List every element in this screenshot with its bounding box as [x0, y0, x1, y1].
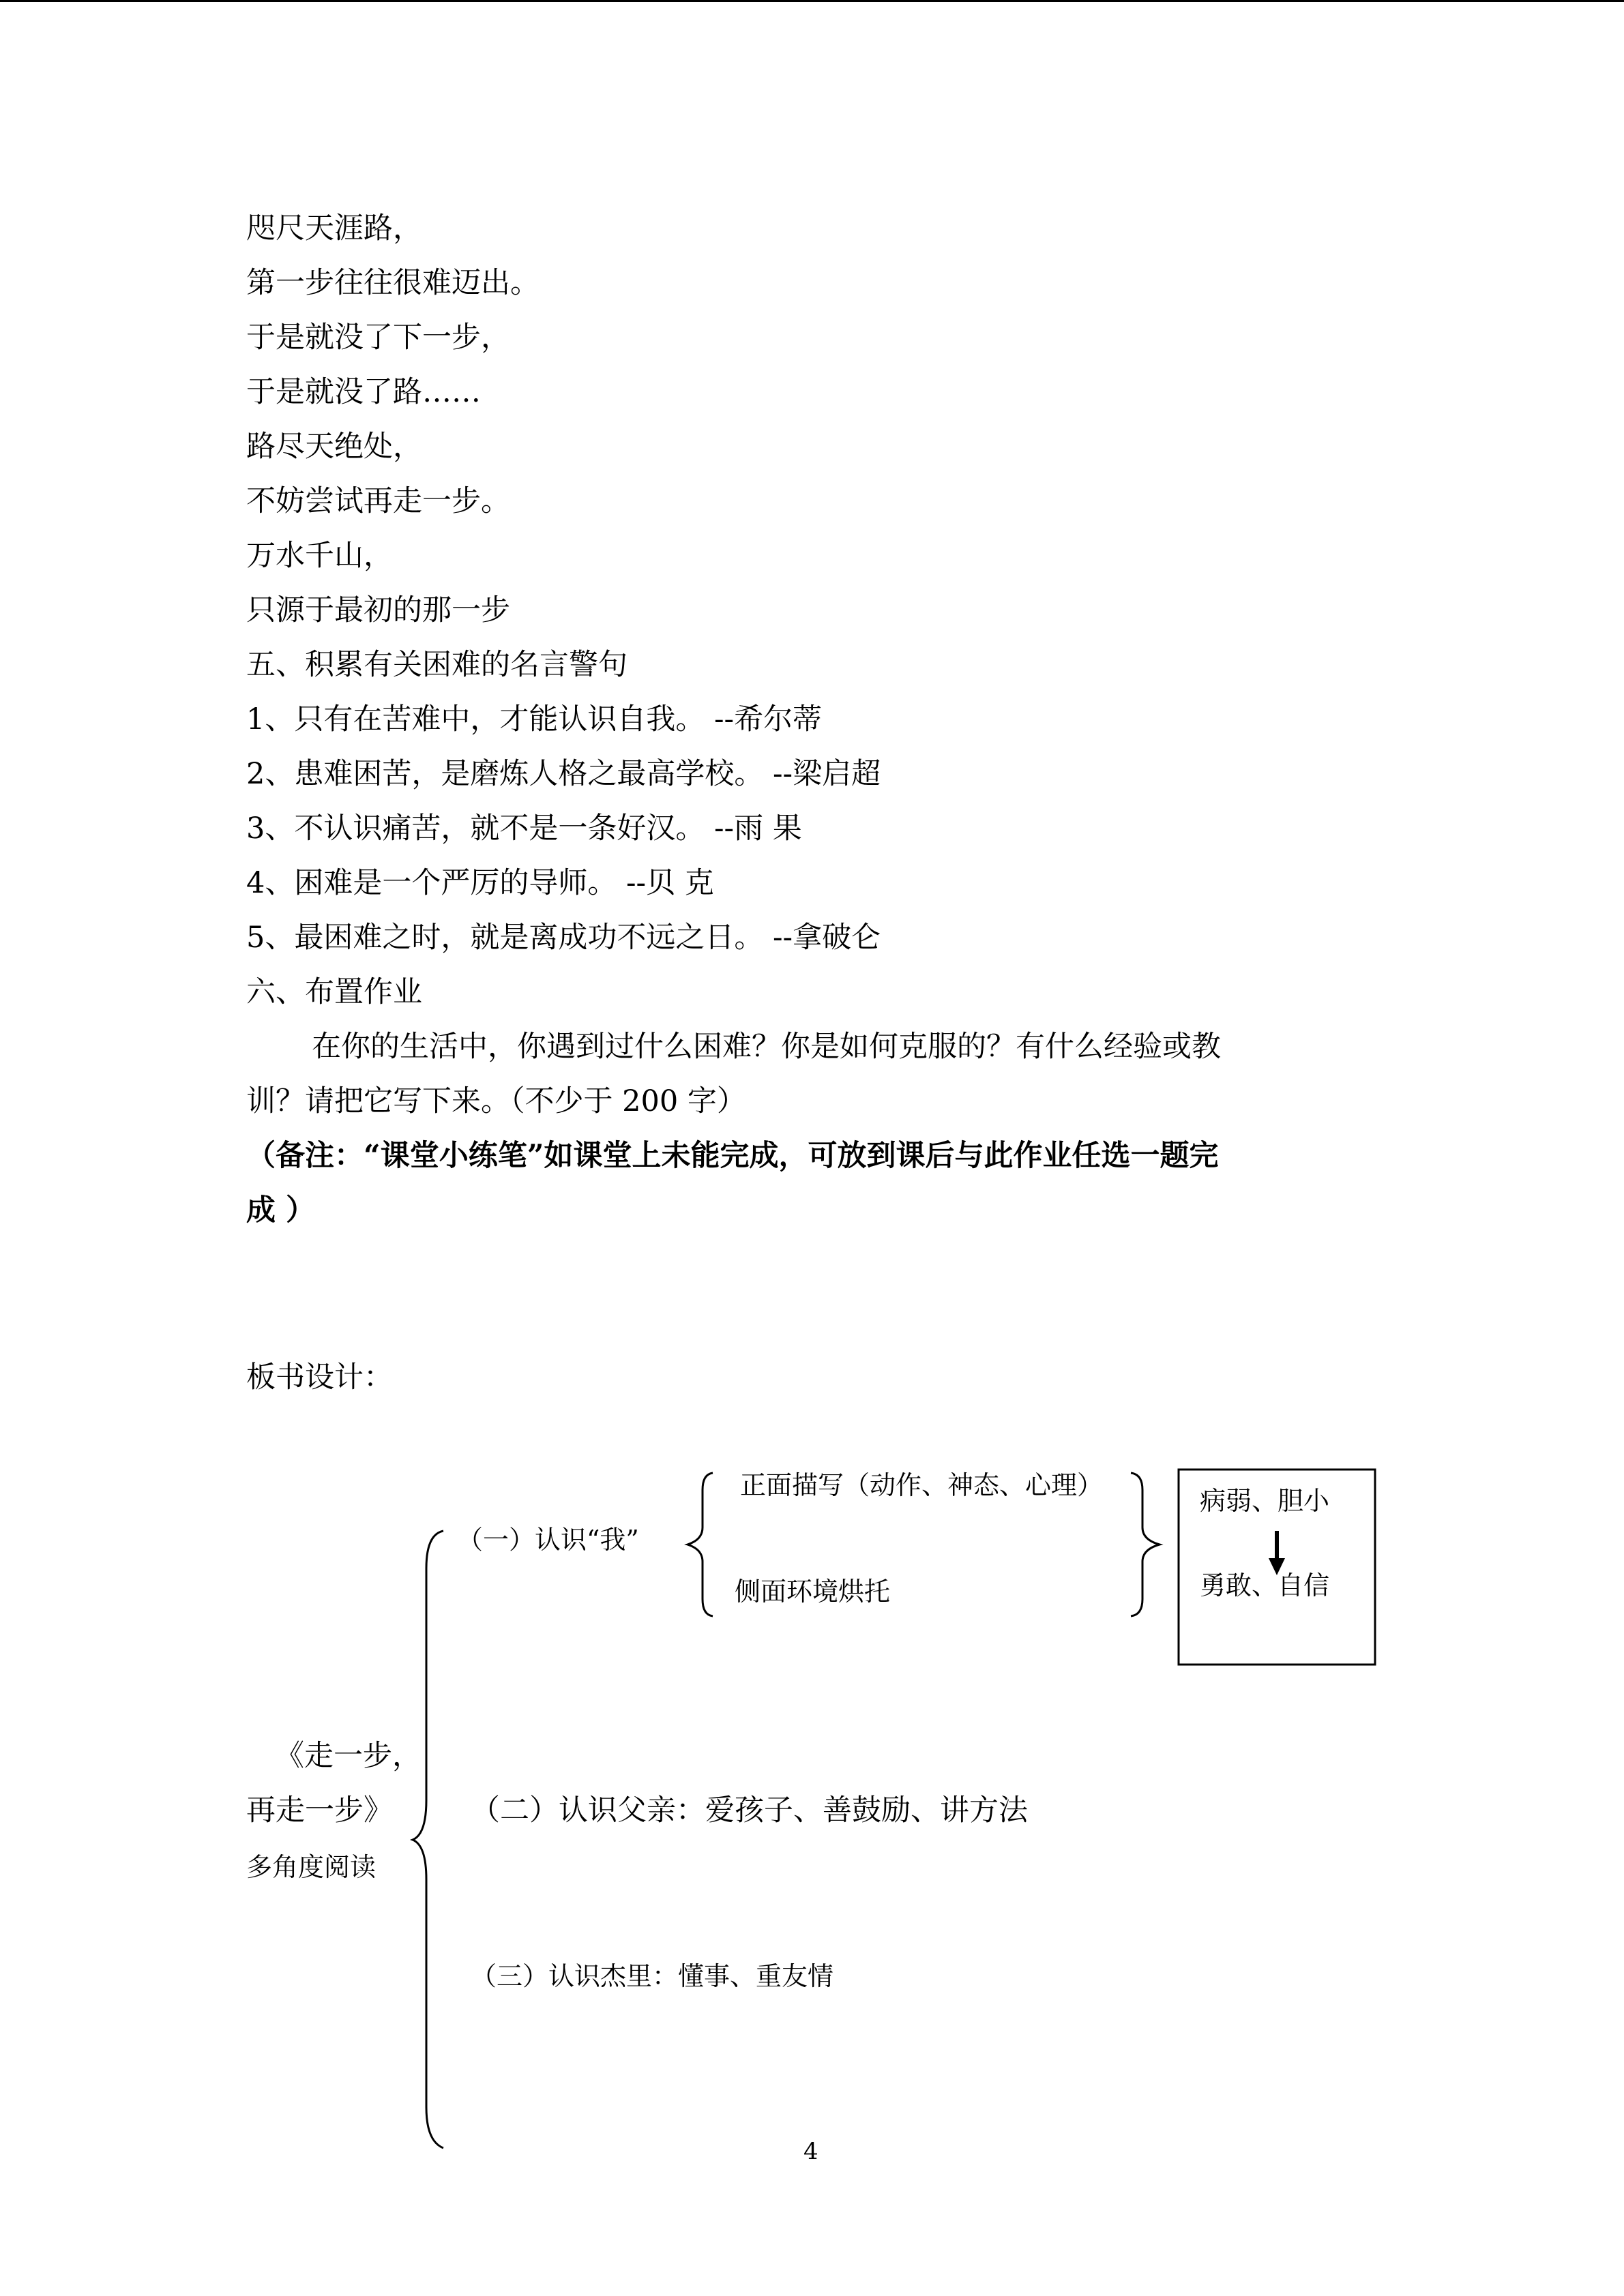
section5-heading: 五、积累有关困难的名言警句: [246, 648, 628, 682]
quote-item: 1、只有在苦难中，才能认识自我。 --希尔蒂: [246, 702, 823, 736]
poem-line: 不妨尝试再走一步。: [246, 484, 510, 518]
note-text: 成 ）: [246, 1193, 315, 1227]
poem-line: 万水千山，: [246, 539, 393, 573]
quote-item: 4、困难是一个严厉的导师。 --贝 克: [246, 866, 714, 900]
sub-brace-right: [1131, 1473, 1160, 1616]
page-number: 4: [803, 2138, 818, 2165]
poem-line: 于是就没了下一步，: [246, 320, 510, 355]
poem-line: 于是就没了路……: [246, 375, 481, 409]
board-title: 《走一步，: [275, 1739, 422, 1773]
note-text: （备注：“课堂小练笔”如课堂上未能完成，可放到课后与此作业任选一题完: [246, 1139, 1219, 1173]
main-brace: [413, 1531, 443, 2148]
poem-line: 路尽天绝处，: [246, 430, 422, 464]
homework-text: 训？请把它写下来。（不少于 200 字）: [246, 1084, 746, 1118]
board-title: 再走一步》: [246, 1793, 393, 1828]
quote-item: 3、不认识痛苦，就不是一条好汉。 --雨 果: [246, 811, 802, 846]
branch-2: （二）认识父亲：爱孩子、善鼓励、讲方法: [471, 1793, 1028, 1828]
quote-item: 2、患难困苦，是磨炼人格之最高学校。 --梁启超: [246, 757, 881, 791]
sub-item-side: 侧面环境烘托: [735, 1577, 891, 1607]
box-text-top: 病弱、胆小: [1200, 1486, 1330, 1516]
box-text-bottom: 勇敢、自信: [1200, 1570, 1330, 1600]
homework-text: 在你的生活中，你遇到过什么困难？你是如何克服的？有什么经验或教: [312, 1030, 1221, 1064]
board-subtitle: 多角度阅读: [246, 1852, 377, 1882]
branch-3: （三）认识杰里：懂事、重友情: [471, 1961, 834, 1991]
sub-item-front: 正面描写（动作、神态、心理）: [740, 1470, 1104, 1500]
branch-1: （一）认识“我”: [457, 1525, 639, 1555]
poem-line: 只源于最初的那一步: [246, 593, 510, 627]
poem-line: 咫尺天涯路，: [246, 211, 422, 245]
poem-line: 第一步往往很难迈出。: [246, 266, 540, 300]
quote-item: 5、最困难之时，就是离成功不远之日。 --拿破仑: [246, 921, 881, 955]
sub-brace-left: [688, 1473, 713, 1616]
section6-heading: 六、布置作业: [246, 975, 422, 1009]
board-heading: 板书设计：: [246, 1360, 393, 1395]
